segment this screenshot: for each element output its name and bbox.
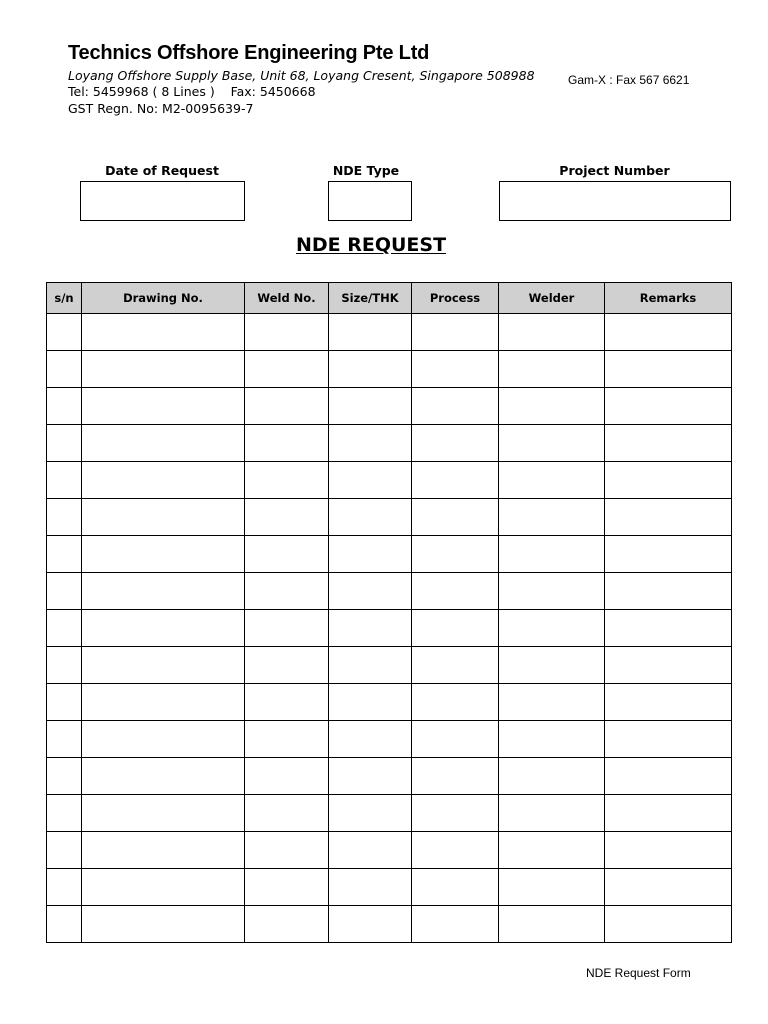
cell-weld-no[interactable]: [245, 795, 329, 832]
cell-weld-no[interactable]: [245, 869, 329, 906]
cell-remarks[interactable]: [605, 758, 732, 795]
table-row: [47, 795, 732, 832]
cell-process[interactable]: [412, 795, 499, 832]
cell-drawing-no[interactable]: [82, 906, 245, 943]
cell-weld-no[interactable]: [245, 758, 329, 795]
cell-welder[interactable]: [499, 906, 605, 943]
cell-process[interactable]: [412, 388, 499, 425]
cell-welder[interactable]: [499, 758, 605, 795]
table-body: [47, 314, 732, 943]
table-row: [47, 832, 732, 869]
table-row: [47, 758, 732, 795]
cell-process[interactable]: [412, 758, 499, 795]
table-header-row: [47, 283, 732, 314]
cell-sn[interactable]: [47, 610, 82, 647]
cell-drawing-no[interactable]: [82, 499, 245, 536]
cell-drawing-no[interactable]: [82, 795, 245, 832]
cell-process[interactable]: [412, 906, 499, 943]
cell-sn[interactable]: [47, 351, 82, 388]
column-header-welder: Welder: [499, 283, 605, 314]
cell-drawing-no[interactable]: [82, 869, 245, 906]
cell-welder[interactable]: [499, 314, 605, 351]
cell-welder[interactable]: [499, 610, 605, 647]
cell-weld-no[interactable]: [245, 610, 329, 647]
cell-remarks[interactable]: [605, 684, 732, 721]
project-number-field[interactable]: [499, 181, 731, 221]
form-title: NDE REQUEST: [295, 234, 447, 256]
table-row: [47, 388, 732, 425]
cell-drawing-no[interactable]: [82, 425, 245, 462]
cell-process[interactable]: [412, 573, 499, 610]
cell-drawing-no[interactable]: [82, 647, 245, 684]
cell-drawing-no[interactable]: [82, 573, 245, 610]
company-address: Loyang Offshore Supply Base, Unit 68, Loyang Cresent, Singapore 508988: [68, 68, 535, 83]
nde-request-table: [46, 282, 732, 943]
cell-drawing-no[interactable]: [82, 314, 245, 351]
table-row: [47, 462, 732, 499]
cell-remarks[interactable]: [605, 610, 732, 647]
cell-size-thk[interactable]: [329, 462, 412, 499]
cell-size-thk[interactable]: [329, 388, 412, 425]
cell-weld-no[interactable]: [245, 536, 329, 573]
cell-remarks[interactable]: [605, 499, 732, 536]
cell-size-thk[interactable]: [329, 869, 412, 906]
cell-process[interactable]: [412, 610, 499, 647]
cell-weld-no[interactable]: [245, 832, 329, 869]
form-footer: NDE Request Form: [586, 966, 691, 980]
cell-weld-no[interactable]: [245, 684, 329, 721]
cell-weld-no[interactable]: [245, 647, 329, 684]
cell-sn[interactable]: [47, 388, 82, 425]
cell-sn[interactable]: [47, 573, 82, 610]
cell-drawing-no[interactable]: [82, 462, 245, 499]
cell-drawing-no[interactable]: [82, 610, 245, 647]
cell-size-thk[interactable]: [329, 795, 412, 832]
cell-welder[interactable]: [499, 462, 605, 499]
cell-drawing-no[interactable]: [82, 388, 245, 425]
cell-sn[interactable]: [47, 869, 82, 906]
company-phone-fax: Tel: 5459968 ( 8 Lines ) Fax: 5450668: [68, 84, 316, 99]
column-header-size-thk: Size/THK: [329, 283, 412, 314]
column-header-sn: s/n: [47, 283, 82, 314]
cell-remarks[interactable]: [605, 536, 732, 573]
cell-sn[interactable]: [47, 647, 82, 684]
column-header-weld-no: Weld No.: [245, 283, 329, 314]
cell-sn[interactable]: [47, 536, 82, 573]
cell-size-thk[interactable]: [329, 573, 412, 610]
table-row: [47, 314, 732, 351]
cell-weld-no[interactable]: [245, 721, 329, 758]
date-of-request-field[interactable]: [80, 181, 245, 221]
cell-remarks[interactable]: [605, 906, 732, 943]
cell-process[interactable]: [412, 351, 499, 388]
cell-weld-no[interactable]: [245, 425, 329, 462]
cell-drawing-no[interactable]: [82, 351, 245, 388]
cell-sn[interactable]: [47, 499, 82, 536]
cell-process[interactable]: [412, 314, 499, 351]
cell-weld-no[interactable]: [245, 388, 329, 425]
cell-sn[interactable]: [47, 314, 82, 351]
cell-process[interactable]: [412, 684, 499, 721]
cell-drawing-no[interactable]: [82, 721, 245, 758]
cell-remarks[interactable]: [605, 721, 732, 758]
cell-process[interactable]: [412, 499, 499, 536]
cell-drawing-no[interactable]: [82, 684, 245, 721]
cell-size-thk[interactable]: [329, 425, 412, 462]
cell-remarks[interactable]: [605, 573, 732, 610]
cell-sn[interactable]: [47, 906, 82, 943]
table-row: [47, 499, 732, 536]
date-of-request-label: Date of Request: [105, 163, 219, 178]
cell-welder[interactable]: [499, 425, 605, 462]
cell-welder[interactable]: [499, 832, 605, 869]
cell-welder[interactable]: [499, 869, 605, 906]
cell-process[interactable]: [412, 721, 499, 758]
cell-welder[interactable]: [499, 351, 605, 388]
cell-remarks[interactable]: [605, 351, 732, 388]
cell-size-thk[interactable]: [329, 758, 412, 795]
cell-remarks[interactable]: [605, 795, 732, 832]
cell-size-thk[interactable]: [329, 536, 412, 573]
cell-size-thk[interactable]: [329, 684, 412, 721]
cell-remarks[interactable]: [605, 869, 732, 906]
cell-sn[interactable]: [47, 832, 82, 869]
nde-type-label: NDE Type: [332, 163, 400, 178]
cell-remarks[interactable]: [605, 425, 732, 462]
table-row: [47, 869, 732, 906]
cell-size-thk[interactable]: [329, 647, 412, 684]
cell-process[interactable]: [412, 536, 499, 573]
cell-size-thk[interactable]: [329, 499, 412, 536]
cell-remarks[interactable]: [605, 314, 732, 351]
column-header-drawing-no: Drawing No.: [82, 283, 245, 314]
cell-remarks[interactable]: [605, 832, 732, 869]
cell-process[interactable]: [412, 832, 499, 869]
table-row: [47, 610, 732, 647]
cell-size-thk[interactable]: [329, 314, 412, 351]
cell-weld-no[interactable]: [245, 351, 329, 388]
cell-weld-no[interactable]: [245, 314, 329, 351]
cell-welder[interactable]: [499, 684, 605, 721]
cell-process[interactable]: [412, 869, 499, 906]
cell-weld-no[interactable]: [245, 906, 329, 943]
table-row: [47, 906, 732, 943]
cell-welder[interactable]: [499, 499, 605, 536]
cell-size-thk[interactable]: [329, 906, 412, 943]
cell-welder[interactable]: [499, 388, 605, 425]
cell-welder[interactable]: [499, 721, 605, 758]
gst-registration: GST Regn. No: M2-0095639-7: [68, 101, 254, 116]
cell-process[interactable]: [412, 647, 499, 684]
cell-size-thk[interactable]: [329, 610, 412, 647]
column-header-remarks: Remarks: [605, 283, 732, 314]
cell-weld-no[interactable]: [245, 573, 329, 610]
company-name: Technics Offshore Engineering Pte Ltd: [68, 42, 430, 64]
cell-sn[interactable]: [47, 758, 82, 795]
cell-weld-no[interactable]: [245, 462, 329, 499]
cell-sn[interactable]: [47, 425, 82, 462]
cell-welder[interactable]: [499, 647, 605, 684]
cell-process[interactable]: [412, 425, 499, 462]
cell-remarks[interactable]: [605, 647, 732, 684]
cell-remarks[interactable]: [605, 388, 732, 425]
cell-drawing-no[interactable]: [82, 832, 245, 869]
cell-process[interactable]: [412, 462, 499, 499]
cell-welder[interactable]: [499, 795, 605, 832]
cell-drawing-no[interactable]: [82, 758, 245, 795]
project-number-label: Project Number: [559, 163, 670, 178]
table-row: [47, 721, 732, 758]
cell-sn[interactable]: [47, 795, 82, 832]
table-row: [47, 647, 732, 684]
table-row: [47, 684, 732, 721]
cell-sn[interactable]: [47, 684, 82, 721]
cell-size-thk[interactable]: [329, 721, 412, 758]
cell-remarks[interactable]: [605, 462, 732, 499]
cell-welder[interactable]: [499, 536, 605, 573]
cell-weld-no[interactable]: [245, 499, 329, 536]
nde-type-field[interactable]: [328, 181, 412, 221]
column-header-process: Process: [412, 283, 499, 314]
cell-drawing-no[interactable]: [82, 536, 245, 573]
table-row: [47, 425, 732, 462]
cell-size-thk[interactable]: [329, 351, 412, 388]
cell-size-thk[interactable]: [329, 832, 412, 869]
gamx-fax: Gam-X : Fax 567 6621: [568, 73, 690, 87]
cell-welder[interactable]: [499, 573, 605, 610]
table-row: [47, 351, 732, 388]
table-row: [47, 573, 732, 610]
cell-sn[interactable]: [47, 721, 82, 758]
table-row: [47, 536, 732, 573]
cell-sn[interactable]: [47, 462, 82, 499]
